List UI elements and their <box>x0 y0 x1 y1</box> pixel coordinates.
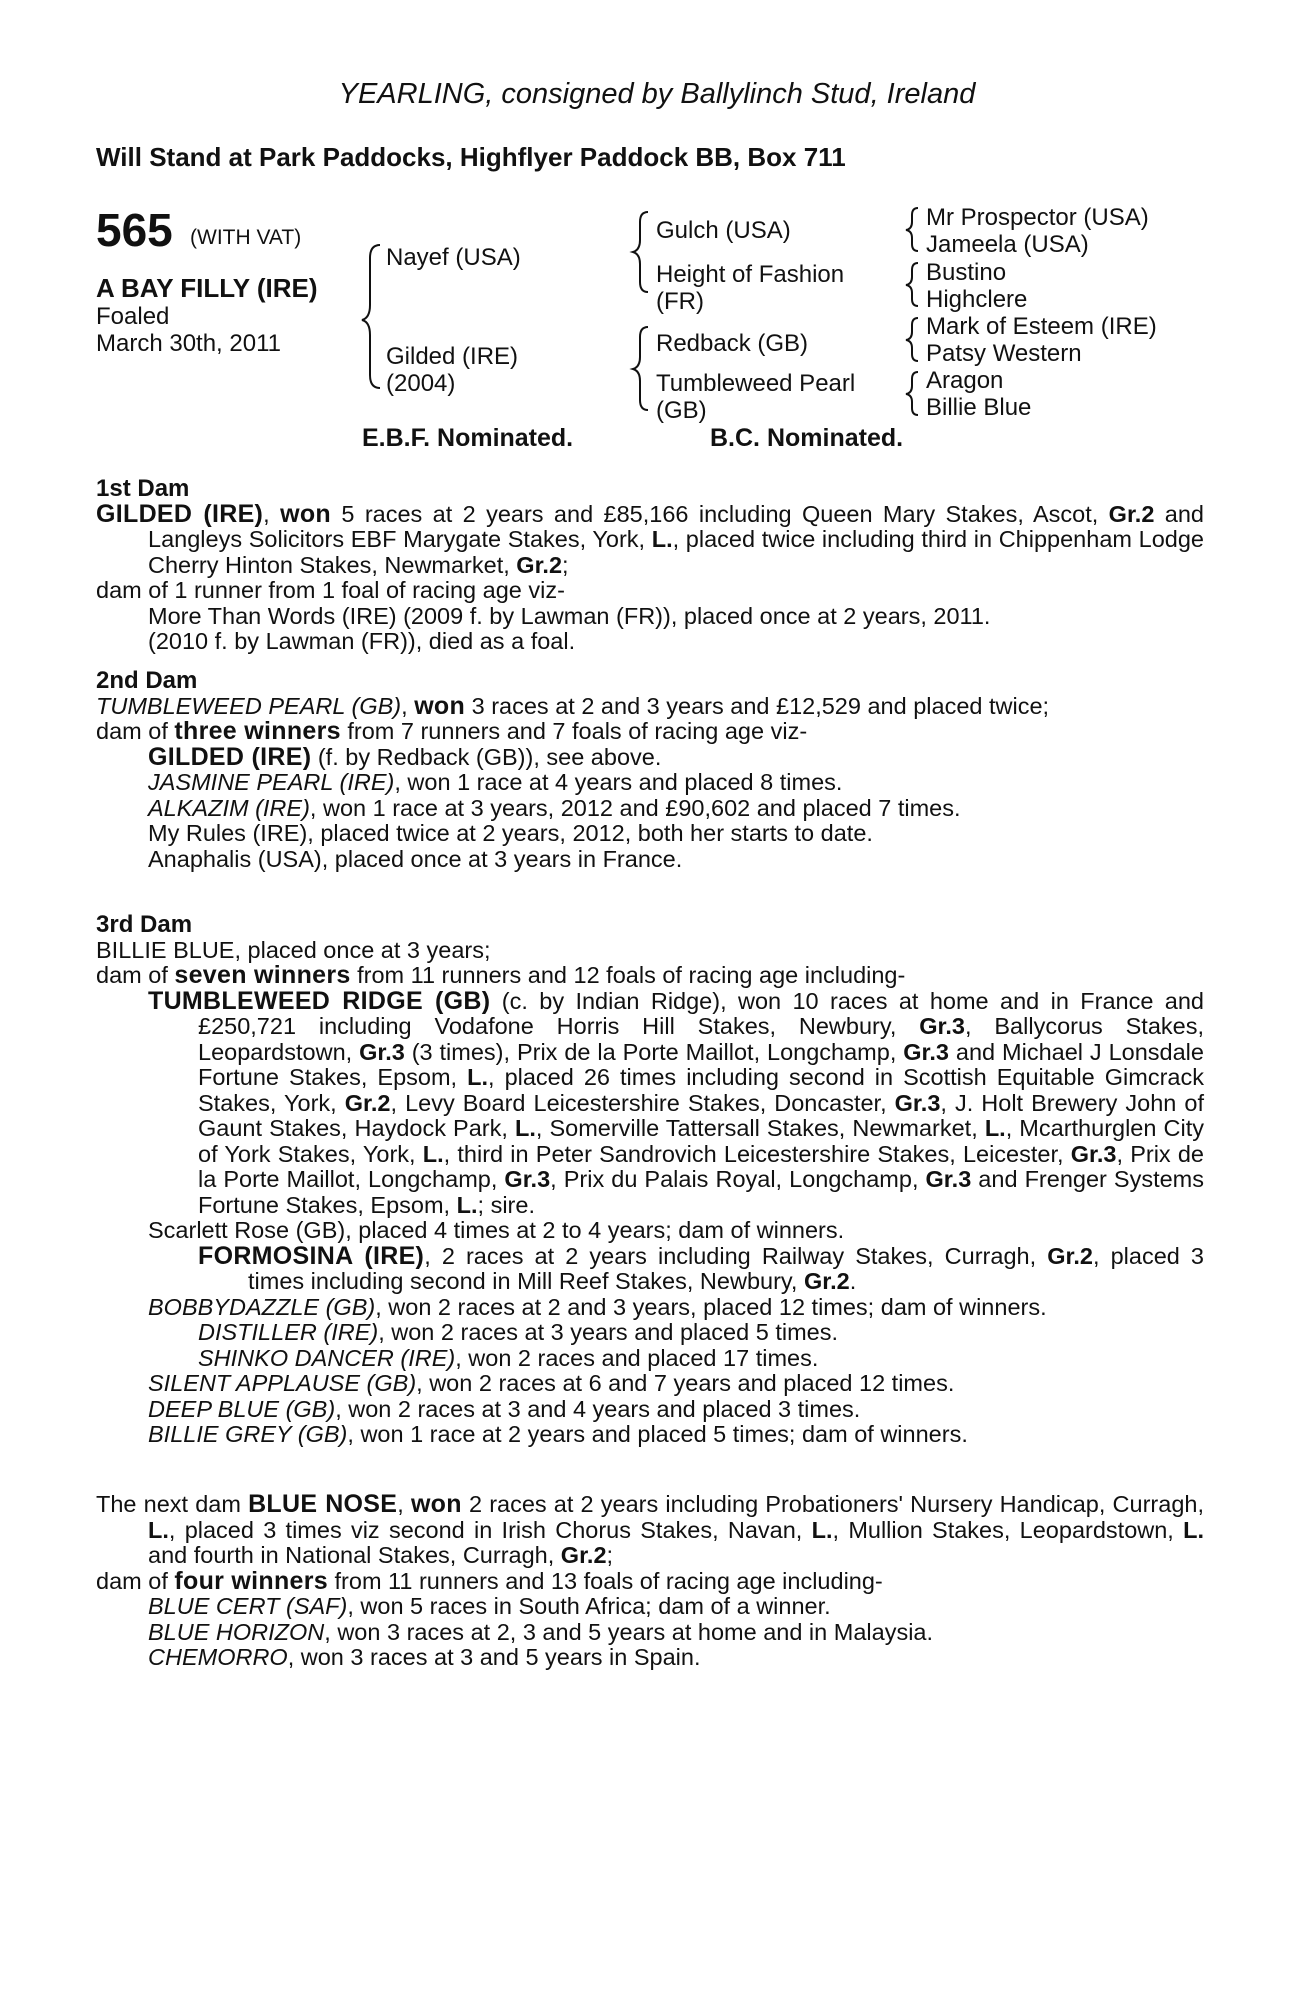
progeny-formosina <box>96 1241 1204 1295</box>
billie-grey-name: BILLIE GREY (GB) <box>148 1421 348 1447</box>
progeny-silent-applause <box>96 1371 1204 1397</box>
tr-listed-5: L. <box>456 1191 478 1218</box>
first-dam-grade-1: Gr.2 <box>1108 500 1155 527</box>
next-dam-damof-a: dam of <box>96 1567 175 1594</box>
deep-blue-name: DEEP BLUE (GB) <box>148 1395 336 1422</box>
pedigree-dam-dam-country: (GB) <box>656 397 707 424</box>
pedigree-dam-year: (2004) <box>386 370 456 397</box>
second-dam-won: won <box>414 691 466 720</box>
brace-gen3-a <box>906 208 918 251</box>
billie-grey-text: , won 1 race at 2 years and placed 5 times; dam of winners. <box>347 1421 968 1447</box>
third-dam-damof <box>96 963 1204 989</box>
tr-grade-6: Gr.3 <box>1070 1140 1117 1167</box>
progeny-alkazim-name: ALKAZIM (IRE) <box>148 794 310 821</box>
vat-note: (WITH VAT) <box>190 226 302 249</box>
pedigree-g3-4: Highclere <box>926 286 1028 313</box>
formosina-name: FORMOSINA (IRE) <box>198 1241 425 1270</box>
section-first-dam <box>96 476 1204 655</box>
next-dam-listed-1: L. <box>148 1516 169 1543</box>
tr-text-12: , Prix du Palais Royal, Longchamp, <box>550 1166 926 1192</box>
blue-horizon-name: BLUE HORIZON <box>148 1618 325 1645</box>
next-dam-text-4: and fourth in National Stakes, Curragh, <box>148 1542 561 1568</box>
tr-text-10: , third in Peter Sandrovich Leicestershire Stakes, Leicester, <box>443 1140 1071 1167</box>
tr-text-2: , Ballycorus Stakes, Leopardstown, <box>198 1013 1205 1065</box>
bobbydazzle-name: BOBBYDAZZLE (GB) <box>148 1293 376 1320</box>
tr-grade-2: Gr.3 <box>359 1038 405 1065</box>
first-dam-title: 1st Dam <box>96 475 190 502</box>
pedigree-g3-2: Jameela (USA) <box>926 231 1089 258</box>
tr-grade-3: Gr.3 <box>903 1038 949 1065</box>
lot-number: 565 <box>96 204 173 256</box>
shinko-dancer-text: , won 2 races and placed 17 times. <box>455 1344 819 1371</box>
pedigree-g3-6: Patsy Western <box>926 340 1082 367</box>
pedigree-g3-8: Billie Blue <box>926 394 1032 421</box>
brace-gen2-sire <box>633 212 648 292</box>
lot-name: A BAY FILLY (IRE) <box>96 273 318 303</box>
next-dam-damof-c: from 11 runners and 13 foals of racing age including- <box>328 1567 883 1594</box>
progeny-gilded-text: (f. by Redback (GB)), see above. <box>311 743 662 770</box>
progeny-bobbydazzle <box>96 1295 1204 1321</box>
second-dam-progeny-jasmine <box>96 770 1204 796</box>
formosina-grade-2: Gr.2 <box>803 1268 850 1294</box>
blue-cert-text: , won 5 races in South Africa; dam of a winner. <box>347 1593 831 1619</box>
formosina-text-3: . <box>849 1268 857 1294</box>
pedigree-dam-name: Gilded (IRE) <box>386 343 519 370</box>
progeny-jasmine-text: , won 1 race at 4 years and placed 8 times. <box>394 769 843 795</box>
second-dam-progeny-anaphalis: Anaphalis (USA), placed once at 3 years in France. <box>148 845 683 872</box>
tr-listed-2: L. <box>514 1115 536 1141</box>
tr-text-8: , Somerville Tattersall Stakes, Newmarket, <box>535 1115 985 1141</box>
tr-text-13: and Frenger Systems Fortune Stakes, Epsom, <box>198 1166 1204 1218</box>
second-dam-damof-winners: three winners <box>174 717 341 745</box>
first-dam-progeny-2: (2010 f. by Lawman (FR)), died as a foal. <box>148 628 576 654</box>
second-dam-progeny-alkazim <box>96 796 1204 822</box>
second-dam-damof <box>96 719 1204 745</box>
progeny-blue-cert <box>96 1594 1204 1620</box>
third-dam-damof-winners: seven winners <box>174 961 351 989</box>
section-second-dam <box>96 668 1204 872</box>
second-dam-damof-c: from 7 runners and 7 foals of racing age viz- <box>340 718 808 744</box>
tr-text-4: and Michael J Lonsdale Fortune Stakes, Epsom, <box>198 1038 1204 1090</box>
first-dam-damof: dam of 1 runner from 1 foal of racing age viz- <box>96 577 565 603</box>
tr-listed-3: L. <box>984 1115 1006 1141</box>
section-third-dam <box>96 912 1204 1448</box>
first-dam-text-4: ; <box>562 551 569 578</box>
tr-text-11: , Prix de la Porte Maillot, Longchamp, <box>198 1140 1204 1192</box>
pedigree-g3-7: Aragon <box>926 367 1004 394</box>
first-dam-progeny-1: More Than Words (IRE) (2009 f. by Lawman (FR)), placed once at 2 years, 2011. <box>148 602 991 629</box>
second-dam-title: 2nd Dam <box>96 667 198 694</box>
tr-text-14: ; sire. <box>477 1191 535 1218</box>
next-dam-name: BLUE NOSE <box>248 1490 398 1518</box>
ebf-nominated: E.B.F. Nominated. <box>362 424 574 452</box>
first-dam-text-3: , placed twice including third in Chippenham Lodge Cherry Hinton Stakes, Newmarket, <box>148 526 1204 578</box>
first-dam-text-2: and Langleys Solicitors EBF Marygate Stakes, York, <box>148 500 1204 552</box>
foaled-date: March 30th, 2011 <box>96 330 282 357</box>
formosina-text-1: , 2 races at 2 years including Railway Stakes, Curragh, <box>424 1242 1048 1269</box>
tr-grade-4: Gr.2 <box>344 1089 391 1116</box>
brace-gen2-dam <box>633 327 648 410</box>
third-dam-damof-c: from 11 runners and 12 foals of racing age including- <box>350 962 906 988</box>
second-dam-progeny-myrules: My Rules (IRE), placed twice at 2 years, 2012, both her starts to date. <box>148 820 873 846</box>
second-dam-text-1: 3 races at 2 and 3 years and £12,529 and placed twice; <box>465 692 1050 719</box>
progeny-alkazim-text: , won 1 race at 3 years, 2012 and £90,602 and placed 7 times. <box>309 794 961 821</box>
second-dam-progeny-gilded <box>96 742 1204 771</box>
tr-grade-8: Gr.3 <box>925 1166 972 1192</box>
progeny-deep-blue <box>96 1397 1204 1423</box>
formosina-text-2: , placed 3 times including second in Mill Reef Stakes, Newbury, <box>248 1242 1204 1294</box>
blue-cert-name: BLUE CERT (SAF) <box>148 1593 348 1619</box>
silent-applause-name: SILENT APPLAUSE (GB) <box>148 1370 417 1396</box>
third-dam-line-1: BILLIE BLUE, placed once at 3 years; <box>96 936 491 963</box>
shinko-dancer-name: SHINKO DANCER (IRE) <box>198 1344 456 1371</box>
tr-text-5: , placed 26 times including second in Scottish Equitable Gimcrack Stakes, York, <box>198 1064 1204 1116</box>
progeny-distiller <box>96 1320 1204 1346</box>
formosina-grade-1: Gr.2 <box>1047 1242 1093 1269</box>
second-dam-damof-a: dam of <box>96 718 175 744</box>
progeny-chemorro <box>96 1645 1204 1671</box>
progeny-jasmine-name: JASMINE PEARL (IRE) <box>148 769 395 795</box>
pedigree-g3-1: Mr Prospector (USA) <box>926 204 1149 231</box>
first-dam-text-1: 5 races at 2 years and £85,166 including Queen Mary Stakes, Ascot, <box>330 500 1109 527</box>
stand-location: Will Stand at Park Paddocks, Highflyer Paddock BB, Box 711 <box>96 142 846 172</box>
progeny-billie-grey <box>96 1422 1204 1448</box>
third-dam-damof-a: dam of <box>96 962 175 988</box>
distiller-text: , won 2 races at 3 years and placed 5 times. <box>378 1319 839 1345</box>
next-dam-paragraph: The next dam BLUE NOSE, won 2 races at 2 years including Probationers' Nursery Handicap, Curragh, L., placed 3 times viz second in Irish Chorus Stakes, Navan, L., Mullion Stakes, Leopardstown, L. and fourth in National Stakes, Curragh, Gr.2; <box>96 1490 1204 1568</box>
progeny-gilded-name: GILDED (IRE) <box>148 742 312 771</box>
pedigree-sire-dam-country: (FR) <box>656 288 704 315</box>
next-dam-grade-1: Gr.2 <box>560 1542 607 1568</box>
brace-gen3-c <box>906 318 918 361</box>
first-dam-grade-2: Gr.2 <box>516 551 563 578</box>
second-dam-name: TUMBLEWEED PEARL (GB) <box>96 692 402 719</box>
blue-horizon-text: , won 3 races at 2, 3 and 5 years at home and in Malaysia. <box>324 1618 934 1645</box>
next-dam-intro: The next dam <box>96 1491 249 1517</box>
tr-listed-1: L. <box>467 1064 489 1090</box>
bc-nominated: B.C. Nominated. <box>710 424 904 452</box>
pedigree-sire: Nayef (USA) <box>386 244 521 271</box>
chemorro-name: CHEMORRO <box>148 1644 288 1670</box>
first-dam-name: GILDED (IRE) <box>96 499 264 528</box>
next-dam-damof <box>96 1566 1204 1595</box>
tumbleweed-ridge-name: TUMBLEWEED RIDGE (GB) <box>148 986 491 1015</box>
tr-text-6: , Levy Board Leicestershire Stakes, Doncaster, <box>390 1089 895 1116</box>
tr-grade-7: Gr.3 <box>504 1166 551 1192</box>
pedigree-sire-sire: Gulch (USA) <box>656 217 791 244</box>
brace-gen3-d <box>906 372 918 415</box>
pedigree-sire-dam: Height of Fashion <box>656 261 845 288</box>
progeny-blue-horizon <box>96 1620 1204 1646</box>
brace-gen1 <box>362 245 380 388</box>
chemorro-text: , won 3 races at 3 and 5 years in Spain. <box>287 1644 701 1670</box>
next-dam-damof-winners: four winners <box>174 1566 328 1595</box>
next-dam-won: won <box>410 1490 462 1518</box>
pedigree-dam-sire: Redback (GB) <box>656 330 809 357</box>
tr-listed-4: L. <box>422 1140 444 1167</box>
foaled-label: Foaled <box>96 303 170 330</box>
next-dam-text-1: 2 races at 2 years including Probationers' Nursery Handicap, Curragh, <box>461 1491 1204 1517</box>
tr-grade-1: Gr.3 <box>919 1013 965 1039</box>
distiller-name: DISTILLER (IRE) <box>198 1319 379 1345</box>
tr-text-3: (3 times), Prix de la Porte Maillot, Longchamp, <box>404 1038 904 1065</box>
section-next-dam <box>96 1492 1204 1671</box>
third-dam-title: 3rd Dam <box>96 911 193 938</box>
pedigree-dam-dam: Tumbleweed Pearl <box>656 370 856 397</box>
catalogue-header: YEARLING, consigned by Ballylinch Stud, Ireland <box>338 78 976 110</box>
pedigree-g3-5: Mark of Esteem (IRE) <box>926 313 1157 340</box>
tr-text-9: , Mcarthurglen City of York Stakes, York, <box>198 1115 1204 1167</box>
next-dam-text-5: ; <box>606 1542 614 1568</box>
second-dam-paragraph: TUMBLEWEED PEARL (GB), won 3 races at 2 and 3 years and £12,529 and placed twice; <box>96 691 1050 720</box>
next-dam-text-2: , placed 3 times viz second in Irish Chorus Stakes, Navan, <box>168 1516 812 1543</box>
brace-gen3-b <box>906 263 918 306</box>
pedigree-g3-3: Bustino <box>926 259 1007 286</box>
tr-text-1: (c. by Indian Ridge), won 10 races at home and in France and £250,721 including Vodafone Horris Hill Stakes, Newbury, <box>198 987 1204 1039</box>
progeny-scarlett-rose: Scarlett Rose (GB), placed 4 times at 2 to 4 years; dam of winners. <box>148 1217 845 1243</box>
next-dam-listed-2: L. <box>811 1516 833 1543</box>
silent-applause-text: , won 2 races at 6 and 7 years and placed 12 times. <box>416 1370 955 1396</box>
first-dam-listed-1: L. <box>651 526 673 552</box>
next-dam-text-3: , Mullion Stakes, Leopardstown, <box>832 1516 1184 1543</box>
bobbydazzle-text: , won 2 races at 2 and 3 years, placed 12 times; dam of winners. <box>375 1293 1047 1320</box>
tr-text-7: , J. Holt Brewery John of Gaunt Stakes, Haydock Park, <box>198 1089 1204 1141</box>
progeny-shinko-dancer <box>96 1346 1204 1372</box>
next-dam-listed-3: L. <box>1183 1516 1204 1543</box>
tr-grade-5: Gr.3 <box>894 1089 941 1116</box>
first-dam-paragraph: GILDED (IRE), won 5 races at 2 years and £85,166 including Queen Mary Stakes, Ascot, Gr.2 and Langleys Solicitors EBF Marygate Stakes, York, L., placed twice including third in Chippenham Lodge Cherry Hinton Stakes, Newmarket, Gr.2; <box>96 499 1204 578</box>
first-dam-won: won <box>280 499 331 528</box>
progeny-tumbleweed-ridge <box>96 986 1205 1219</box>
deep-blue-text: , won 2 races at 3 and 4 years and placed 3 times. <box>335 1395 861 1422</box>
